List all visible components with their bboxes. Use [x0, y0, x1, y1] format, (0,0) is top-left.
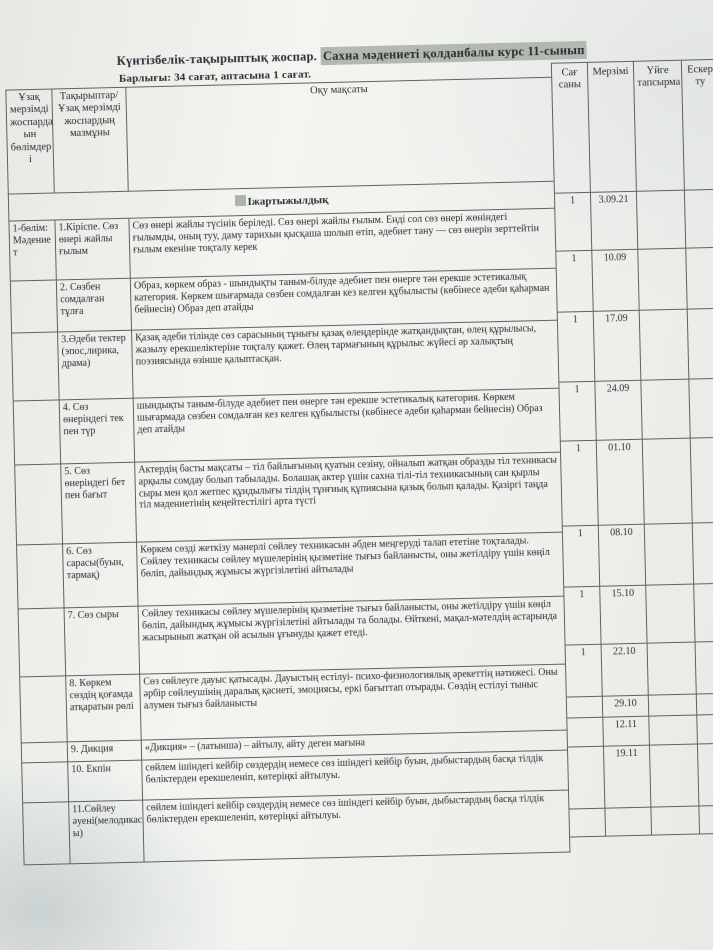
date-cell: 19.11 [603, 745, 650, 808]
section-cell [15, 464, 63, 545]
goal-cell: шындықты таным-білуде әдебиет пен өнерге тән ерекше эстетикалық категория. Көркем шығармада сөзбен сомдалған кез келген құбылысты (көбінесе әдеби қаһарман бейнесін) Образ деп атайды [133, 388, 560, 462]
homework-cell [651, 806, 700, 835]
schedule-row [567, 743, 713, 809]
total-hours-subtitle: Барлығы: 34 сағат, аптасына 1 сағат. [118, 68, 312, 85]
note-cell [697, 714, 713, 744]
schedule-header-row [551, 59, 713, 193]
header-sections: Ұзақ мерзімді жоспарда ын бөлімдер і [6, 89, 54, 194]
header-topics: Тақырыптар/ Ұзақ мерзімді жоспардың мазмұны [52, 87, 128, 193]
hours-cell: 1 [559, 381, 596, 441]
goal-cell: сөйлем ішіндегі кейбір сөздердің немесе сөз ішіндегі кейбір буын, дыбыстардың басқа тілдік бөліктерден ерекшеленіп, көтеріңкі айтылуы. [143, 790, 570, 862]
section-cell [22, 762, 69, 803]
schedule-row [560, 437, 713, 526]
note-cell [689, 378, 713, 438]
topic-cell: 6. Сөз сарасы(буын, тармақ) [63, 542, 138, 608]
schedule-row [562, 522, 713, 587]
goal-cell: «Дикция» – (латынша) – айтылу, айту деген мағына [141, 730, 567, 760]
topic-cell: 11.Сөйлеу әуені(мелодикас ы) [69, 800, 144, 864]
homework-cell [642, 438, 692, 524]
left-column [5, 63, 569, 866]
schedule-row [565, 641, 713, 697]
goal-cell: Сөйлеу техникасы сөйлеу мүшелерінің қызметіне тығыз байланысты, оны жетілдіру үшін көңіл бөліп, дайындық жұмысы жүргізілетіні айтылады та болады. Өйткені, мақал-мәтелдің астарында жасырынып жатқан ой асылын ұғынуды қажет етеді. [138, 596, 565, 674]
topic-cell: 3.Әдеби тектер (эпос,лирика, драма) [58, 330, 134, 400]
table-row [18, 596, 565, 677]
lesson-plan-table [5, 77, 570, 866]
section-cell: 1-бөлім: Мәдение т [9, 220, 56, 281]
topic-cell: 10. Екпін [68, 760, 143, 802]
semester-label: Іжартыжылдық [247, 194, 329, 208]
goal-cell: Сөз сөйлеуге дауыс қатысады. Дауыстың естілуі- психо-физиологиялық әрекеттің нәтижесі. Оны әрбір сөйлеушінің даралық қасиеті, эмоциясы, еркі бағыттап отырады. Сөздің естілуі тыныс алумен тығыз байланысты [140, 664, 567, 740]
note-cell [690, 437, 713, 523]
scanned-lesson-plan-page [5, 40, 713, 865]
section-cell [23, 802, 70, 865]
section-cell [12, 332, 60, 401]
section-cell [17, 544, 64, 609]
table-row [23, 790, 570, 865]
goal-cell: Актердің басты мақсаты – тіл байлығының қуатын сезіну, ойналып жатқан образды тіл техникасы арқылы сомдау болып табылады. Болашақ актер үшін сахна тілі-тіл техникасының сан қырлы сыры мен қол жетпес құндылығы тілдің тұнғиық құпиясына қазық болып қалады. Қазіргі таңда тіл мәдениетінің кеңейтестілігі арта түсті [135, 452, 563, 542]
date-cell: 01.10 [596, 439, 644, 525]
schedule-row [569, 805, 713, 837]
schedule-row [567, 714, 713, 747]
hours-cell [569, 808, 606, 837]
hours-cell [566, 696, 602, 718]
table-row [15, 452, 563, 545]
homework-cell [649, 715, 698, 745]
table-area [5, 59, 713, 865]
note-cell [692, 522, 713, 584]
hours-cell: 1 [556, 250, 593, 312]
homework-cell [648, 694, 696, 716]
goal-cell: Сөз өнері жайлы түсінік беріледі. Сөз өнері жайлы ғылым. Енді сол сөз өнері жөніндегі ғылымды, оның туу, даму тарихын қысқаша шолып өтіп, әдебиет тану — сөз өнерін зерттейтін ғылым екеніне тоқталу керек [129, 208, 556, 278]
header-note: Ескер ту [681, 59, 713, 190]
homework-cell [636, 190, 685, 249]
date-cell: 29.10 [602, 695, 648, 717]
note-cell [695, 641, 713, 694]
topic-cell: 9. Дикция [67, 740, 141, 762]
note-cell [696, 693, 713, 715]
section-cell [21, 742, 67, 763]
hours-cell [567, 717, 604, 747]
highlight-artifact [234, 195, 245, 206]
goal-cell: сөйлем ішіндегі кейбір сөздердің немесе сөз ішіндегі кейбір буын, дыбыстардың басқа тілдік бөліктерден ерекшеленіп, көтеріңкі айтылуы. [142, 750, 569, 800]
hours-cell: 1 [557, 311, 595, 382]
date-cell: 12.11 [603, 716, 650, 746]
homework-cell [638, 248, 687, 310]
hours-cell: 1 [564, 586, 601, 645]
homework-cell [646, 584, 695, 643]
table-header-row [6, 77, 554, 194]
topic-cell: 1.Кіріспе. Сөз өнері жайлы ғылым [55, 218, 130, 280]
date-cell: 3.09.21 [590, 191, 637, 250]
schedule-row [556, 247, 713, 312]
header-date: Мерзімі [587, 61, 636, 192]
page-title-highlighted-course: Сахна мәдениеті қолданбалы курс 11-сынып [322, 42, 585, 64]
topic-cell: 4. Сөз өнеріндегі тек пен түр [59, 398, 134, 464]
date-cell: 24.09 [595, 380, 642, 440]
section-cell [10, 280, 57, 333]
note-cell [699, 805, 713, 834]
date-cell: 10.09 [592, 249, 639, 311]
schedule-row [557, 308, 713, 382]
hours-cell [567, 746, 604, 809]
hours-cell: 1 [560, 440, 598, 526]
homework-cell [639, 309, 689, 380]
note-cell [687, 308, 713, 379]
hours-cell: 1 [562, 525, 599, 587]
topic-cell: 8. Көркем сөздің қоғамда атқаратын рөлі [66, 674, 142, 742]
hours-cell: 1 [554, 192, 591, 251]
note-cell [686, 247, 713, 309]
goal-cell: Қазақ әдеби тілінде сөз сарасының тұнығы қазақ өлеңдерінде жатқандықтан, өлең құрылысы, жазылу ерекшеліктеріне тоқталу қажет. Өлең тармағының құрылыс жүйесі әр халықтың поэзиясында өзінше қалыптасқан. [132, 320, 559, 398]
date-cell: 08.10 [598, 524, 645, 586]
hours-cell: 1 [565, 644, 602, 697]
section-cell [18, 608, 66, 677]
topic-cell: 7. Сөз сыры [64, 606, 140, 676]
schedule-row [554, 189, 713, 251]
table-row [12, 320, 559, 401]
page-title-plain: Күнтізбелік-тақырыптық жоспар. [116, 49, 318, 68]
homework-cell [644, 523, 693, 585]
homework-cell [647, 642, 696, 695]
date-cell: 15.10 [600, 585, 647, 644]
date-cell [605, 807, 652, 836]
schedule-row [564, 583, 713, 645]
date-cell: 22.10 [601, 643, 648, 696]
homework-cell [649, 744, 698, 807]
header-goal: Оқу мақсаты [126, 77, 554, 191]
schedule-columns-table [551, 59, 713, 838]
note-cell [697, 743, 713, 806]
note-cell [694, 583, 713, 642]
header-homework: Үйге тапсырма [633, 60, 684, 191]
homework-cell [641, 379, 690, 439]
section-cell [20, 676, 68, 743]
goal-cell: Көркем сөзді жеткізу мәнерлі сөйлеу техникасын әбден меңгеруді талап ететіне тоқталады. Сөйлеу техникасы сөйлеу мүшелерінің қызметіне тығыз байланысты, оны жетілдіру үшін көңіл бөліп, дайындық жұмысы жүргізілетіні айтылады [137, 532, 564, 606]
topic-cell: 5. Сөз өнеріндегі бет пен бағыт [61, 462, 137, 544]
goal-cell: Образ, көркем образ - шындықты таным-білуде әдебиет пен өнерге тән ерекше эстетикалық категория. Көркем шығармада сөзбен сомдалған кез келген құбылысты (көбінесе әдеби қаһарман бейнесін) Образ деп атайды [130, 268, 557, 330]
date-cell: 17.09 [593, 310, 641, 381]
schedule-row [559, 378, 713, 441]
note-cell [684, 189, 713, 248]
header-hours: Сағ саны [551, 62, 590, 193]
section-cell [13, 400, 60, 465]
topic-cell: 2. Сөзбен сомдалған тұлға [56, 278, 131, 332]
